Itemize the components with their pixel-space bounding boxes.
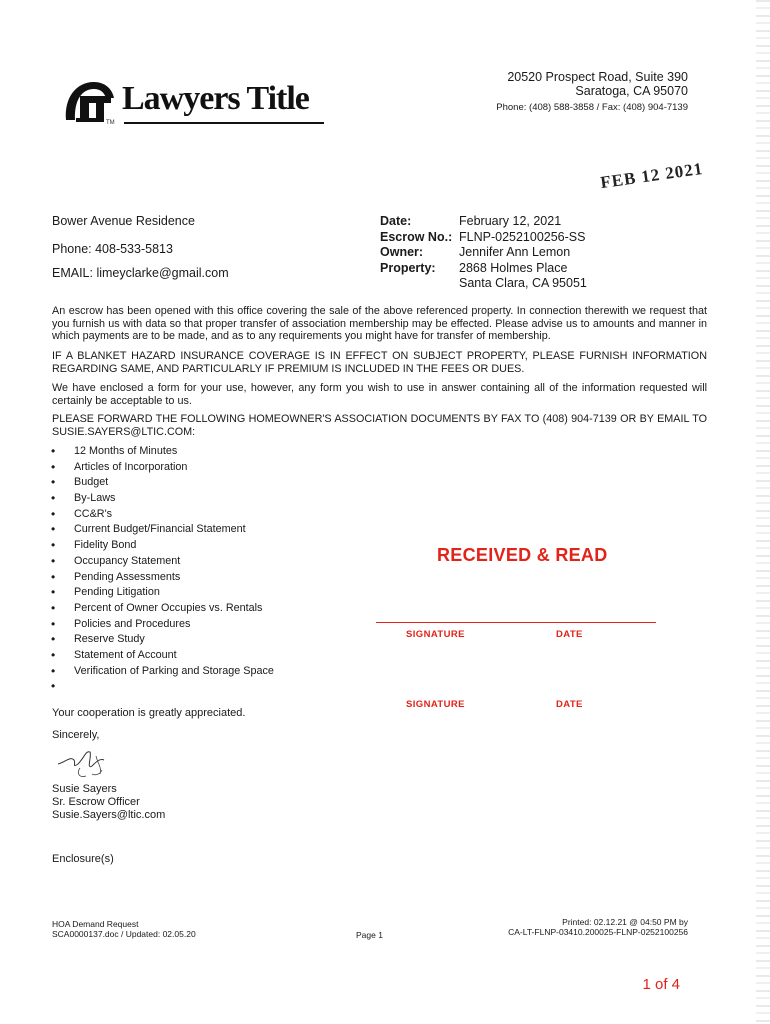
property-address-1: 2868 Holmes Place (459, 260, 568, 275)
list-item: • Current Budget/Financial Statement (48, 523, 274, 539)
list-item (48, 680, 274, 696)
escrow-number: FLNP-0252100256-SS (459, 229, 586, 244)
office-phone-fax: Phone: (408) 588-3858 / Fax: (408) 904-7139 (496, 102, 688, 113)
closing-sincerely: Sincerely, (52, 729, 100, 741)
paragraph-forward-documents: PLEASE FORWARD THE FOLLOWING HOMEOWNER'S ASSOCIATION DOCUMENTS BY FAX TO (408) 904-7139 OR BY EMAIL TO SUSIE.SAYERS@LTIC.COM: (52, 413, 707, 438)
date-label-2: DATE (556, 699, 583, 710)
owner-label: Owner: (380, 245, 424, 259)
printed-timestamp: Printed: 02.12.21 @ 04:50 PM by (562, 917, 688, 927)
sender-title: Sr. Escrow Officer (52, 796, 140, 808)
owner-name: Jennifer Ann Lemon (459, 245, 571, 259)
paragraph-enclosed-form: We have enclosed a form for your use, however, any form you wish to use in answer containing all of the information requested will certainly be acceptable to us. (52, 382, 707, 407)
escrow-details (380, 214, 587, 292)
list-item: • 12 Months of Minutes (48, 445, 274, 461)
form-name: HOA Demand Request (52, 919, 139, 929)
address-line-2: Saratoga, CA 95070 (575, 84, 688, 98)
sender-email: Susie.Sayers@ltic.com (52, 809, 166, 821)
list-item: • Budget (48, 476, 274, 492)
list-item: • Pending Litigation (48, 586, 274, 602)
logo-underline (124, 122, 324, 124)
paragraph-escrow-opened: An escrow has been opened with this office covering the sale of the above referenced property. In connection therewith we request that you furnish us with data so that proper transfer of association membership may be effected. Please advise us to amounts and manner in which payments are to be made, and as to any requirements you might have for transfer of membership. (52, 305, 707, 343)
date-label: Date: (380, 214, 412, 228)
property-address-2: Santa Clara, CA 95051 (459, 276, 587, 290)
recipient-name: Bower Avenue Residence (52, 214, 195, 228)
hoa-document-list (48, 445, 274, 696)
list-item: • CC&R's (48, 508, 274, 524)
page-number: Page 1 (356, 930, 383, 940)
signature-label-2: SIGNATURE (406, 699, 465, 710)
list-item: • Verification of Parking and Storage Space (48, 665, 274, 681)
property-label: Property: (380, 260, 436, 275)
recipient-email: EMAIL: limeyclarke@gmail.com (52, 266, 229, 280)
signature-line (376, 622, 656, 623)
form-identifier (52, 919, 196, 939)
received-date-stamp: FEB 12 2021 (599, 158, 705, 193)
sender-name: Susie Sayers (52, 783, 117, 795)
escrow-label: Escrow No.: (380, 229, 453, 244)
print-info (508, 917, 688, 937)
received-read-stamp-title: RECEIVED & READ (437, 545, 608, 565)
form-file: SCA0000137.doc / Updated: 02.05.20 (52, 929, 196, 939)
office-address (496, 70, 688, 115)
list-item: • Fidelity Bond (48, 539, 274, 555)
paragraph-hazard-insurance: IF A BLANKET HAZARD INSURANCE COVERAGE IS IN EFFECT ON SUBJECT PROPERTY, PLEASE FURNISH INFORMATION REGARDING SAME, AND PARTICULARLY IF PREMIUM IS INCLUDED IN THE FEES OR DUES. (52, 350, 707, 375)
trademark-mark: TM (106, 120, 115, 126)
address-line-1: 20520 Prospect Road, Suite 390 (507, 70, 688, 84)
enclosures: Enclosure(s) (52, 853, 114, 865)
list-item: • Reserve Study (48, 633, 274, 649)
lawyers-title-logo (62, 78, 324, 130)
logo-wordmark: Lawyers Title (122, 80, 309, 117)
list-item: • Occupancy Statement (48, 555, 274, 571)
scan-edge-artifact (756, 0, 770, 1024)
recipient-phone: Phone: 408-533-5813 (52, 242, 173, 256)
handwritten-signature (56, 744, 126, 780)
list-item: • Percent of Owner Occupies vs. Rentals (48, 602, 274, 618)
list-item: • By-Laws (48, 492, 274, 508)
page-count: 1 of 4 (642, 976, 680, 993)
printed-reference: CA-LT-FLNP-03410.200025-FLNP-0252100256 (508, 927, 688, 937)
closing-thanks: Your cooperation is greatly appreciated. (52, 707, 246, 719)
list-item: • Statement of Account (48, 649, 274, 665)
date-label-1: DATE (556, 629, 583, 640)
list-item: • Pending Assessments (48, 571, 274, 587)
list-item: • Policies and Procedures (48, 618, 274, 634)
letter-date: February 12, 2021 (459, 214, 562, 228)
signature-label-1: SIGNATURE (406, 629, 465, 640)
list-item: • Articles of Incorporation (48, 461, 274, 477)
